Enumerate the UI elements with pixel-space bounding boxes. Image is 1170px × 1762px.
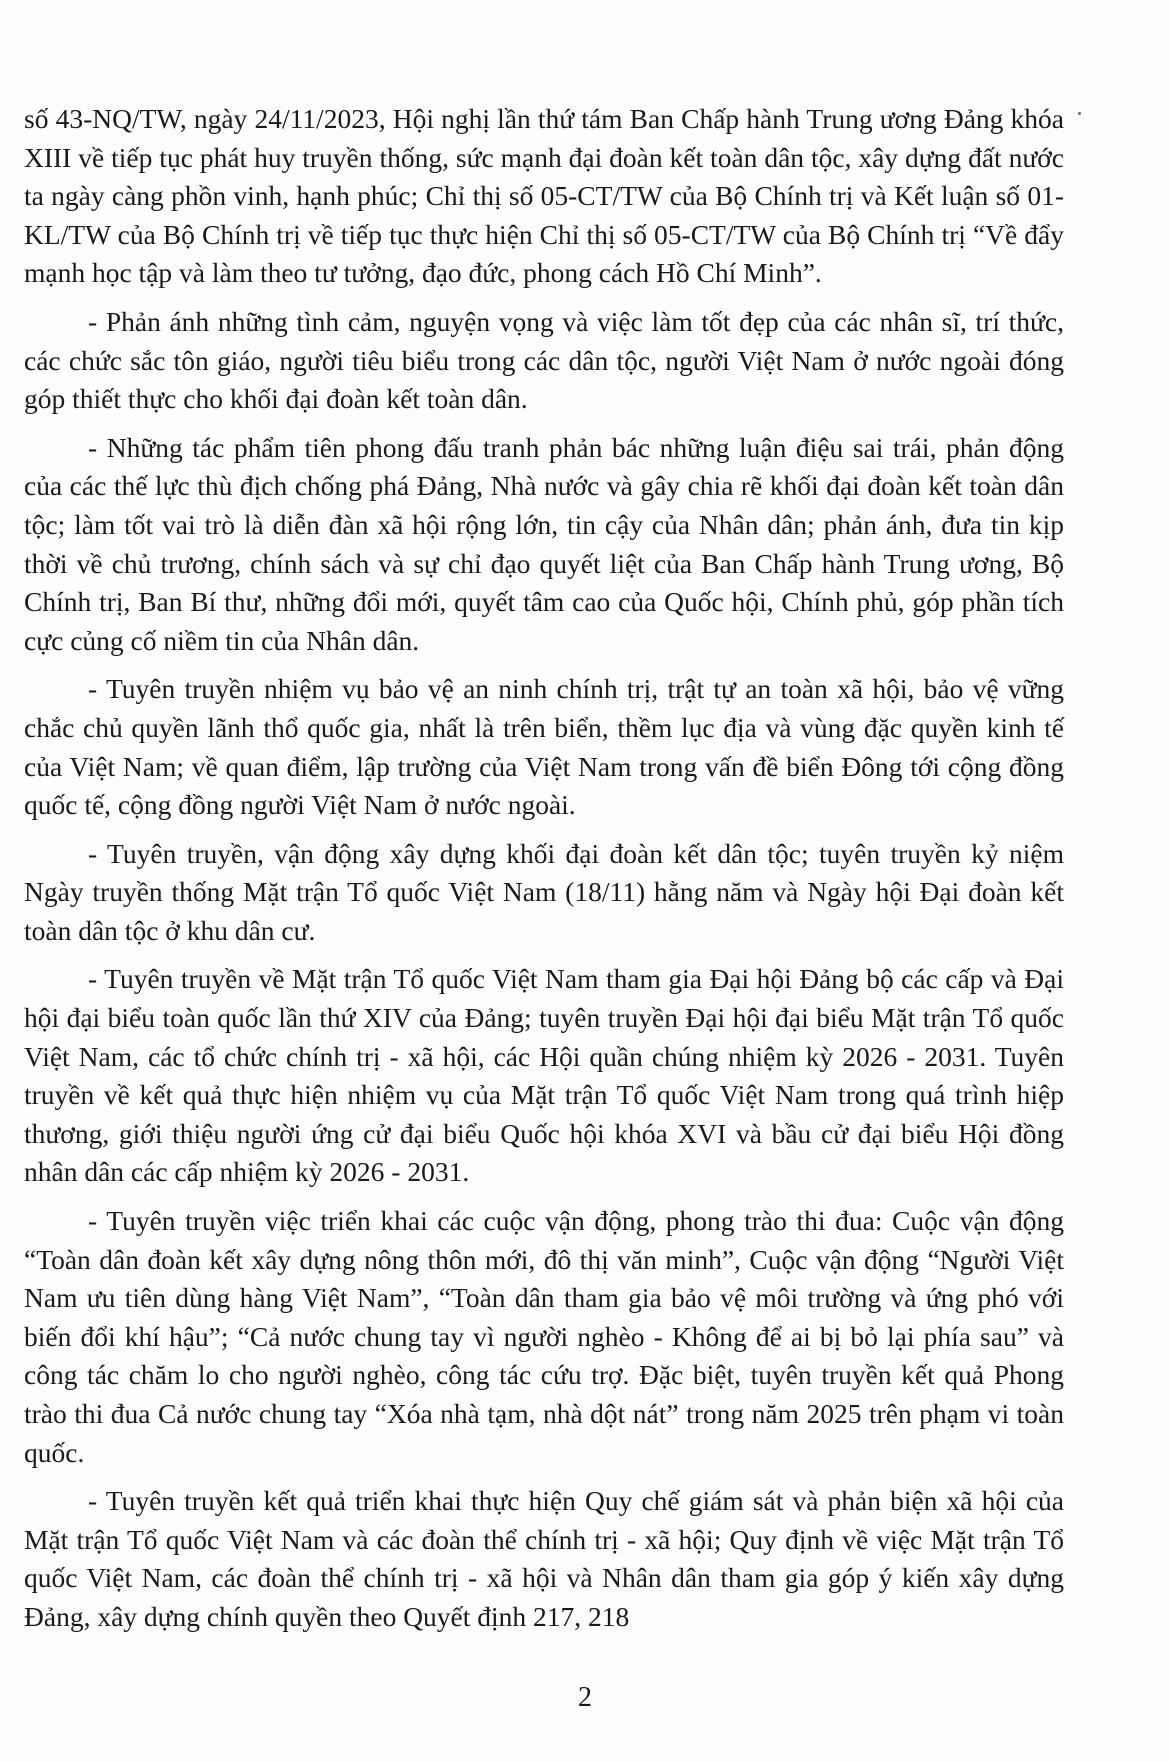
document-body <box>24 100 1064 1647</box>
paragraph-continuation: số 43-NQ/TW, ngày 24/11/2023, Hội nghị lần thứ tám Ban Chấp hành Trung ương Đảng khóa XIII về tiếp tục phát huy truyền thống, sức mạnh đại đoàn kết toàn dân tộc, xây dựng đất nước ta ngày càng phồn vinh, hạnh phúc; Chỉ thị số 05-CT/TW của Bộ Chính trị và Kết luận số 01-KL/TW của Bộ Chính trị về tiếp tục thực hiện Chỉ thị số 05-CT/TW của Bộ Chính trị “Về đẩy mạnh học tập và làm theo tư tưởng, đạo đức, phong cách Hồ Chí Minh”. <box>24 103 1064 289</box>
page-number: 2 <box>578 1682 592 1713</box>
paragraph-security-propaganda: - Tuyên truyền nhiệm vụ bảo vệ an ninh chính trị, trật tự an toàn xã hội, bảo vệ vững chắc chủ quyền lãnh thổ quốc gia, nhất là trên biển, thềm lục địa và vùng đặc quyền kinh tế của Việt Nam; về quan điểm, lập trường của Việt Nam trong vấn đề biển Đông tới cộng đồng quốc tế, cộng đồng người Việt Nam ở nước ngoài. <box>24 673 1064 821</box>
paragraph-reflect-sentiments: - Phản ánh những tình cảm, nguyện vọng và việc làm tốt đẹp của các nhân sĩ, trí thức, các chức sắc tôn giáo, người tiêu biểu trong các dân tộc, người Việt Nam ở nước ngoài đóng góp thiết thực cho khối đại đoàn kết toàn dân. <box>24 305 1064 415</box>
paragraph-national-unity: - Tuyên truyền, vận động xây dựng khối đại đoàn kết dân tộc; tuyên truyền kỷ niệm Ngày truyền thống Mặt trận Tổ quốc Việt Nam (18/11) hằng năm và Ngày hội Đại đoàn kết toàn dân tộc ở khu dân cư. <box>24 837 1064 946</box>
paragraph-congress-propaganda: - Tuyên truyền về Mặt trận Tổ quốc Việt Nam tham gia Đại hội Đảng bộ các cấp và Đại hội đại biểu toàn quốc lần thứ XIV của Đảng; tuyên truyền Đại hội đại biểu Mặt trận Tổ quốc Việt Nam, các tổ chức chính trị - xã hội, các Hội quần chúng nhiệm kỳ 2026 - 2031. Tuyên truyền về kết quả thực hiện nhiệm vụ của Mặt trận Tổ quốc Việt Nam trong quá trình hiệp thương, giới thiệu người ứng cử đại biểu Quốc hội khóa XVI và bầu cử đại biểu Hội đồng nhân dân các cấp nhiệm kỳ 2026 - 2031. <box>24 963 1064 1188</box>
paragraph-supervision-regulation: - Tuyên truyền kết quả triển khai thực hiện Quy chế giám sát và phản biện xã hội của Mặt trận Tổ quốc Việt Nam và các đoàn thể chính trị - xã hội; Quy định về việc Mặt trận Tổ quốc Việt Nam, các đoàn thể chính trị - xã hội và Nhân dân tham gia góp ý kiến xây dựng Đảng, xây dựng chính quyền theo Quyết định 217, 218 <box>24 1485 1064 1632</box>
scan-speck <box>1078 112 1081 115</box>
paragraph-pioneering-works: - Những tác phẩm tiên phong đấu tranh phản bác những luận điệu sai trái, phản động của các thế lực thù địch chống phá Đảng, Nhà nước và gây chia rẽ khối đại đoàn kết toàn dân tộc; làm tốt vai trò là diễn đàn xã hội rộng lớn, tin cậy của Nhân dân; phản ánh, đưa tin kịp thời về chủ trương, chính sách và sự chỉ đạo quyết liệt của Ban Chấp hành Trung ương, Bộ Chính trị, Ban Bí thư, những đổi mới, quyết tâm cao của Quốc hội, Chính phủ, góp phần tích cực củng cố niềm tin của Nhân dân. <box>24 431 1064 656</box>
paragraph-campaigns: - Tuyên truyền việc triển khai các cuộc vận động, phong trào thi đua: Cuộc vận động “Toàn dân đoàn kết xây dựng nông thôn mới, đô thị văn minh”, Cuộc vận động “Người Việt Nam ưu tiên dùng hàng Việt Nam”, “Toàn dân tham gia bảo vệ môi trường và ứng phó với biến đổi khí hậu”; “Cả nước chung tay vì người nghèo - Không để ai bị bỏ lại phía sau” và công tác chăm lo cho người nghèo, công tác cứu trợ. Đặc biệt, tuyên truyền kết quả Phong trào thi đua Cả nước chung tay “Xóa nhà tạm, nhà dột nát” trong năm 2025 trên phạm vi toàn quốc. <box>24 1205 1064 1468</box>
